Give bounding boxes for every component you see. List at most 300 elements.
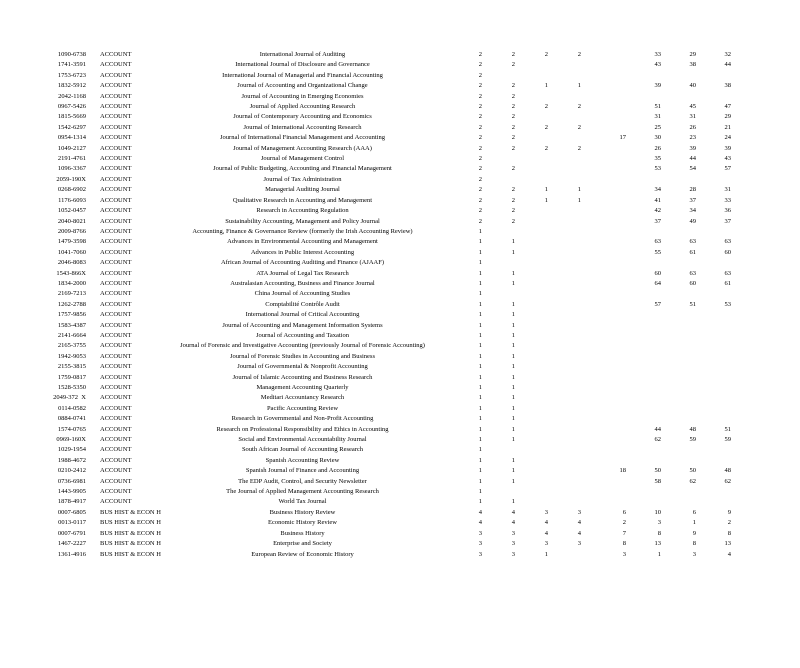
category-cell: ACCOUNT xyxy=(100,113,132,121)
filler-cell xyxy=(731,269,800,279)
value-cell: 2 xyxy=(478,51,482,58)
value-cell xyxy=(515,425,548,435)
category-cell: ACCOUNT xyxy=(100,446,132,454)
value-cell: 2 xyxy=(511,207,515,215)
value-cell: 2 xyxy=(478,103,482,111)
value-cell xyxy=(581,279,626,289)
journal-title-cell: ATA Journal of Legal Tax Research xyxy=(256,269,349,277)
value-cell xyxy=(696,310,731,320)
filler-cell xyxy=(731,383,800,393)
journal-title-cell: The Journal of Applied Management Accounting Research xyxy=(226,488,379,496)
value-cell: 1 xyxy=(478,467,482,475)
value-cell xyxy=(515,92,548,102)
value-cell: 37 xyxy=(689,196,696,204)
filler-cell xyxy=(731,331,800,341)
value-cell: 1 xyxy=(478,331,482,339)
value-cell: 2 xyxy=(478,71,482,79)
journal-ranking-table xyxy=(0,50,800,560)
filler-cell xyxy=(731,393,800,403)
value-cell xyxy=(515,373,548,383)
table-row xyxy=(0,310,800,320)
issn-cell: 1753-6723 xyxy=(57,71,86,79)
value-cell xyxy=(548,92,581,102)
category-cell: ACCOUNT xyxy=(100,279,132,287)
value-cell: 3 xyxy=(478,529,482,537)
value-cell: 1 xyxy=(511,436,515,444)
value-cell xyxy=(515,404,548,414)
category-cell: ACCOUNT xyxy=(100,331,132,339)
value-cell xyxy=(515,477,548,487)
category-cell: BUS HIST & ECON H xyxy=(100,508,161,516)
value-cell xyxy=(482,175,515,185)
value-cell xyxy=(482,71,515,81)
journal-title-cell: Accounting, Finance & Governance Review (formerly the Irish Accounting Review) xyxy=(192,227,413,235)
category-cell: ACCOUNT xyxy=(100,155,132,163)
value-cell: 2 xyxy=(478,196,482,204)
category-cell: ACCOUNT xyxy=(100,477,132,485)
filler-cell xyxy=(731,237,800,247)
journal-title-cell: Advances in Public Interest Accounting xyxy=(250,248,355,256)
issn-cell: 0967-5426 xyxy=(57,103,86,111)
category-cell: ACCOUNT xyxy=(100,373,132,381)
value-cell xyxy=(581,258,626,268)
journal-title-cell: Spanish Accounting Review xyxy=(265,456,340,464)
filler-cell xyxy=(731,279,800,289)
table-row xyxy=(0,456,800,466)
issn-cell: 2046-8083 xyxy=(57,259,86,267)
value-cell xyxy=(626,310,661,320)
journal-title-cell: Journal of Forensic Studies in Accounting and Business xyxy=(230,352,375,360)
value-cell xyxy=(515,248,548,258)
journal-title-cell: International Journal of Critical Accounting xyxy=(245,311,360,319)
value-cell xyxy=(515,497,548,507)
value-cell xyxy=(661,362,696,372)
filler-cell xyxy=(731,425,800,435)
issn-cell: 1543-866X xyxy=(56,269,86,277)
issn-cell: 1759-0817 xyxy=(57,373,86,381)
issn-cell: 1029-1954 xyxy=(57,446,86,454)
value-cell xyxy=(482,258,515,268)
journal-title-cell: Journal of International Accounting Research xyxy=(243,123,362,131)
category-cell: BUS HIST & ECON H xyxy=(100,550,161,558)
value-cell: 2 xyxy=(478,113,482,121)
value-cell: 2 xyxy=(478,92,482,100)
value-cell: 28 xyxy=(689,186,696,194)
value-cell: 3 xyxy=(577,508,581,516)
category-cell: ACCOUNT xyxy=(100,415,132,423)
value-cell xyxy=(515,383,548,393)
filler-cell xyxy=(731,404,800,414)
filler-cell xyxy=(731,529,800,539)
table-row xyxy=(0,321,800,331)
value-cell: 64 xyxy=(654,279,661,287)
issn-cell: 2009-8766 xyxy=(57,227,86,235)
value-cell: 1 xyxy=(478,342,482,350)
value-cell: 57 xyxy=(654,300,661,308)
value-cell xyxy=(581,445,626,455)
value-cell: 2 xyxy=(511,82,515,90)
value-cell: 2 xyxy=(577,123,581,131)
value-cell: 1 xyxy=(478,456,482,464)
filler-cell xyxy=(731,497,800,507)
table-row xyxy=(0,518,800,528)
value-cell: 1 xyxy=(478,300,482,308)
value-cell: 4 xyxy=(478,519,482,527)
journal-title-cell: Journal of Accounting and Management Information Systems xyxy=(222,321,383,329)
value-cell: 2 xyxy=(622,519,626,527)
filler-cell xyxy=(731,445,800,455)
table-row xyxy=(0,50,800,60)
value-cell: 61 xyxy=(724,279,731,287)
table-row xyxy=(0,206,800,216)
value-cell xyxy=(581,435,626,445)
value-cell xyxy=(581,248,626,258)
journal-title-cell: Journal of Accounting and Organizational Change xyxy=(237,82,368,90)
value-cell xyxy=(581,393,626,403)
category-cell: ACCOUNT xyxy=(100,498,132,506)
value-cell xyxy=(696,487,731,497)
value-cell: 2 xyxy=(511,165,515,173)
table-row xyxy=(0,529,800,539)
value-cell: 58 xyxy=(654,477,661,485)
value-cell xyxy=(548,248,581,258)
table-row xyxy=(0,508,800,518)
category-cell: BUS HIST & ECON H xyxy=(100,519,161,527)
value-cell: 3 xyxy=(577,540,581,548)
value-cell xyxy=(548,383,581,393)
journal-title-cell: World Tax Journal xyxy=(278,498,327,506)
value-cell: 2 xyxy=(478,61,482,69)
value-cell: 4 xyxy=(577,529,581,537)
issn-cell: 1041-7060 xyxy=(57,248,86,256)
table-row xyxy=(0,539,800,549)
value-cell xyxy=(581,237,626,247)
value-cell: 31 xyxy=(724,186,731,194)
value-cell: 1 xyxy=(511,384,515,391)
journal-title-cell: International Journal of Disclosure and Governance xyxy=(235,61,370,69)
value-cell xyxy=(548,154,581,164)
issn-cell: 0013-0117 xyxy=(58,519,86,527)
value-cell xyxy=(626,289,661,299)
category-cell: ACCOUNT xyxy=(100,269,132,277)
value-cell xyxy=(581,185,626,195)
issn-cell: 2042-1168 xyxy=(58,92,86,100)
value-cell: 1 xyxy=(478,227,482,235)
filler-cell xyxy=(731,71,800,81)
filler-cell xyxy=(731,373,800,383)
value-cell: 33 xyxy=(724,196,731,204)
value-cell: 3 xyxy=(622,550,626,558)
journal-title-cell: Research on Professional Responsibility and Ethics in Accounting xyxy=(216,425,389,433)
value-cell xyxy=(515,112,548,122)
value-cell xyxy=(548,456,581,466)
value-cell xyxy=(548,71,581,81)
value-cell: 2 xyxy=(478,186,482,194)
value-cell: 1 xyxy=(478,352,482,360)
value-cell: 6 xyxy=(692,508,696,516)
category-cell: ACCOUNT xyxy=(100,51,132,58)
value-cell xyxy=(696,445,731,455)
value-cell: 3 xyxy=(511,540,515,548)
value-cell: 1 xyxy=(478,248,482,256)
issn-cell: 1262-2788 xyxy=(57,300,86,308)
value-cell: 53 xyxy=(654,165,661,173)
table-row xyxy=(0,248,800,258)
value-cell xyxy=(696,258,731,268)
value-cell xyxy=(482,289,515,299)
value-cell xyxy=(548,112,581,122)
category-cell: ACCOUNT xyxy=(100,134,132,142)
value-cell: 62 xyxy=(724,477,731,485)
value-cell: 4 xyxy=(544,529,548,537)
value-cell xyxy=(515,487,548,497)
value-cell: 62 xyxy=(654,436,661,444)
value-cell: 4 xyxy=(511,519,515,527)
journal-title-cell: China Journal of Accounting Studies xyxy=(254,290,351,298)
value-cell: 1 xyxy=(478,477,482,485)
issn-cell: 1988-4672 xyxy=(57,456,86,464)
value-cell: 60 xyxy=(724,248,731,256)
category-cell: ACCOUNT xyxy=(100,488,132,496)
value-cell: 50 xyxy=(654,467,661,475)
issn-cell: 0969-160X xyxy=(56,436,86,444)
issn-cell: 1479-3598 xyxy=(57,238,86,246)
value-cell xyxy=(661,341,696,351)
value-cell xyxy=(661,331,696,341)
issn-cell: 1878-4917 xyxy=(57,498,86,506)
value-cell: 1 xyxy=(577,196,581,204)
value-cell xyxy=(661,414,696,424)
journal-title-cell: Business History xyxy=(280,529,325,537)
value-cell: 2 xyxy=(727,519,731,527)
filler-cell xyxy=(731,258,800,268)
journal-title-cell: African Journal of Accounting Auditing and Finance (AJAAF) xyxy=(220,259,384,267)
value-cell xyxy=(696,404,731,414)
issn-cell: 1467-2227 xyxy=(57,540,86,548)
value-cell xyxy=(661,321,696,331)
journal-title-cell: Economic History Review xyxy=(268,519,337,527)
journal-title-cell: Journal of Accounting in Emerging Economies xyxy=(241,92,364,100)
issn-cell: 2040-8021 xyxy=(57,217,86,225)
value-cell: 1 xyxy=(511,425,515,433)
value-cell xyxy=(548,487,581,497)
value-cell xyxy=(581,477,626,487)
table-row xyxy=(0,289,800,299)
category-cell: ACCOUNT xyxy=(100,321,132,329)
value-cell: 48 xyxy=(724,467,731,475)
value-cell: 1 xyxy=(478,269,482,277)
value-cell xyxy=(626,321,661,331)
value-cell xyxy=(515,331,548,341)
value-cell xyxy=(661,487,696,497)
value-cell xyxy=(581,217,626,227)
journal-title-cell: South African Journal of Accounting Research xyxy=(241,446,364,454)
value-cell xyxy=(696,227,731,237)
value-cell: 2 xyxy=(544,51,548,58)
issn-cell: 1583-4387 xyxy=(57,321,86,329)
value-cell: 13 xyxy=(654,540,661,548)
value-cell xyxy=(626,456,661,466)
category-cell: ACCOUNT xyxy=(100,92,132,100)
issn-cell: 1090-6738 xyxy=(57,51,86,58)
value-cell: 63 xyxy=(724,238,731,246)
value-cell xyxy=(515,289,548,299)
value-cell: 63 xyxy=(724,269,731,277)
value-cell: 60 xyxy=(654,269,661,277)
table-row xyxy=(0,477,800,487)
value-cell: 1 xyxy=(511,321,515,329)
value-cell xyxy=(581,196,626,206)
issn-cell: 0954-1314 xyxy=(57,134,86,142)
value-cell xyxy=(661,373,696,383)
issn-cell: 0007-6805 xyxy=(57,508,86,516)
filler-cell xyxy=(731,112,800,122)
value-cell: 4 xyxy=(577,519,581,527)
value-cell: 44 xyxy=(689,155,696,163)
value-cell xyxy=(515,258,548,268)
issn-cell: 0736-6981 xyxy=(57,477,86,485)
value-cell: 44 xyxy=(724,61,731,69)
value-cell: 2 xyxy=(511,92,515,100)
value-cell: 25 xyxy=(654,123,661,131)
issn-cell: 2059-190X xyxy=(56,175,86,183)
issn-cell: 1815-5669 xyxy=(57,113,86,121)
value-cell: 2 xyxy=(511,51,515,58)
value-cell: 42 xyxy=(654,207,661,215)
value-cell xyxy=(515,154,548,164)
value-cell xyxy=(626,175,661,185)
value-cell xyxy=(661,404,696,414)
value-cell xyxy=(696,414,731,424)
value-cell xyxy=(548,321,581,331)
value-cell: 2 xyxy=(478,134,482,142)
value-cell xyxy=(696,71,731,81)
category-cell: ACCOUNT xyxy=(100,71,132,79)
value-cell xyxy=(548,414,581,424)
value-cell xyxy=(661,352,696,362)
journal-title-cell: Pacific Accounting Review xyxy=(266,404,339,412)
issn-cell: 1942-9053 xyxy=(57,352,86,360)
category-cell: ACCOUNT xyxy=(100,436,132,444)
journal-title-cell: International Journal of Managerial and Financial Accounting xyxy=(222,71,383,79)
value-cell xyxy=(515,217,548,227)
value-cell: 2 xyxy=(511,196,515,204)
value-cell: 39 xyxy=(654,82,661,90)
value-cell xyxy=(581,175,626,185)
category-cell: BUS HIST & ECON H xyxy=(100,540,161,548)
issn-cell: 1574-0765 xyxy=(57,425,86,433)
value-cell: 63 xyxy=(689,269,696,277)
value-cell: 59 xyxy=(724,436,731,444)
category-cell: ACCOUNT xyxy=(100,248,132,256)
value-cell xyxy=(696,92,731,102)
value-cell: 1 xyxy=(478,290,482,298)
value-cell: 1 xyxy=(478,425,482,433)
value-cell xyxy=(548,269,581,279)
filler-cell xyxy=(731,102,800,112)
journal-title-cell: Journal of Accounting and Taxation xyxy=(256,331,349,339)
value-cell: 3 xyxy=(478,540,482,548)
table-row xyxy=(0,133,800,143)
value-cell xyxy=(626,227,661,237)
value-cell: 2 xyxy=(478,82,482,90)
value-cell xyxy=(548,477,581,487)
value-cell: 38 xyxy=(724,82,731,90)
filler-cell xyxy=(731,196,800,206)
value-cell xyxy=(515,414,548,424)
journal-title-cell: Journal of Tax Administration xyxy=(263,175,342,183)
value-cell: 3 xyxy=(511,529,515,537)
category-cell: ACCOUNT xyxy=(100,207,132,215)
table-row xyxy=(0,237,800,247)
value-cell: 1 xyxy=(478,238,482,246)
filler-cell xyxy=(731,154,800,164)
value-cell: 1 xyxy=(511,498,515,506)
issn-cell: 0114-0582 xyxy=(58,404,86,412)
issn-cell: 1361-4916 xyxy=(57,550,86,558)
value-cell xyxy=(581,497,626,507)
value-cell xyxy=(548,435,581,445)
category-cell: ACCOUNT xyxy=(100,300,132,308)
value-cell xyxy=(482,445,515,455)
value-cell: 4 xyxy=(511,508,515,516)
value-cell: 8 xyxy=(622,540,626,548)
filler-cell xyxy=(731,133,800,143)
value-cell: 26 xyxy=(689,123,696,131)
value-cell xyxy=(515,269,548,279)
value-cell xyxy=(626,404,661,414)
filler-cell xyxy=(731,164,800,174)
value-cell: 2 xyxy=(511,103,515,111)
category-cell: ACCOUNT xyxy=(100,467,132,475)
value-cell xyxy=(515,456,548,466)
value-cell xyxy=(581,383,626,393)
journal-title-cell: Journal of Contemporary Accounting and Economics xyxy=(233,113,372,121)
value-cell xyxy=(626,331,661,341)
table-row xyxy=(0,435,800,445)
value-cell xyxy=(581,373,626,383)
filler-cell xyxy=(731,50,800,60)
filler-cell xyxy=(731,310,800,320)
value-cell xyxy=(548,60,581,70)
journal-title-cell: Managerial Auditing Journal xyxy=(265,186,340,194)
value-cell: 48 xyxy=(689,425,696,433)
value-cell: 1 xyxy=(577,186,581,194)
value-cell xyxy=(515,206,548,216)
filler-cell xyxy=(731,466,800,476)
value-cell: 53 xyxy=(724,300,731,308)
value-cell: 3 xyxy=(478,550,482,558)
value-cell xyxy=(696,331,731,341)
value-cell: 2 xyxy=(511,61,515,69)
value-cell: 2 xyxy=(577,144,581,152)
value-cell xyxy=(696,456,731,466)
value-cell: 54 xyxy=(689,165,696,173)
value-cell xyxy=(696,383,731,393)
value-cell: 1 xyxy=(511,352,515,360)
value-cell: 1 xyxy=(511,456,515,464)
journal-title-cell: Australasian Accounting, Business and Finance Journal xyxy=(230,279,375,287)
category-cell: BUS HIST & ECON H xyxy=(100,529,161,537)
value-cell xyxy=(548,227,581,237)
value-cell: 30 xyxy=(654,134,661,142)
value-cell: 40 xyxy=(689,82,696,90)
value-cell: 44 xyxy=(654,425,661,433)
value-cell: 2 xyxy=(478,155,482,163)
value-cell xyxy=(581,456,626,466)
journal-title-cell: Journal of Forensic and Investigative Accounting (previously Journal of Forensic Accounting) xyxy=(180,342,425,350)
filler-cell xyxy=(731,508,800,518)
